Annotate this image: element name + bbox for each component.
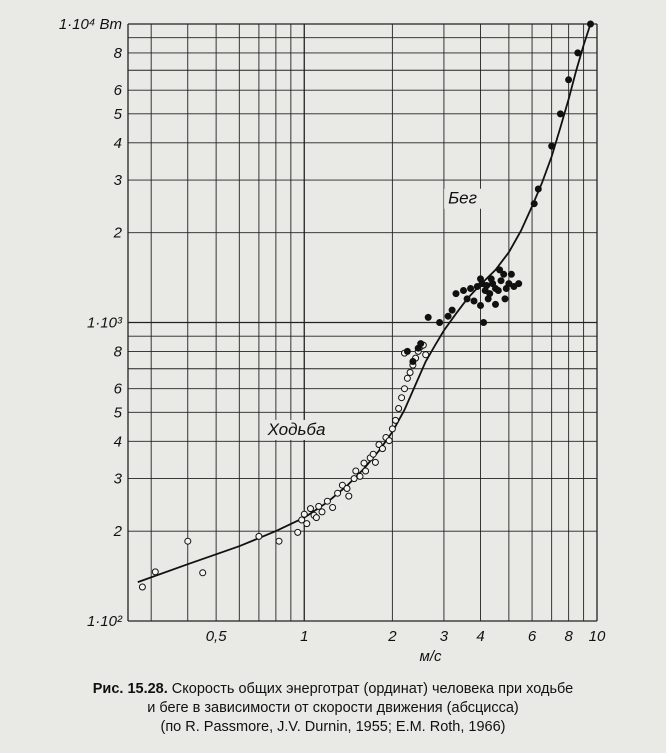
walking-point [139, 584, 145, 590]
walking-point [402, 386, 408, 392]
annotation-label: Бег [448, 188, 478, 208]
walking-point [301, 511, 307, 517]
x-tick-label: 4 [476, 628, 485, 645]
running-point [453, 291, 459, 297]
x-tick-label: 0,5 [205, 628, 227, 645]
walking-point [351, 476, 357, 482]
walking-point [396, 406, 402, 412]
running-point [484, 283, 490, 289]
running-point [493, 301, 499, 307]
walking-point [324, 498, 330, 504]
running-point [471, 298, 477, 304]
walking-point [357, 473, 363, 479]
caption-figure-label: Рис. 15.28. [92, 681, 168, 697]
running-point [481, 320, 487, 326]
running-point [502, 296, 508, 302]
running-point [468, 286, 474, 292]
running-point [566, 77, 572, 83]
y-tick-label: 2 [113, 224, 122, 242]
walking-point [353, 468, 359, 474]
running-point [445, 313, 451, 319]
running-point [461, 288, 467, 294]
y-tick-label: 6 [113, 82, 122, 100]
y-tick-label: 4 [113, 433, 122, 451]
y-tick-label: 1·10⁴ Вт [58, 16, 122, 33]
running-point [464, 296, 470, 302]
x-axis-label: м/с [419, 648, 442, 665]
running-point [437, 320, 443, 326]
running-point [410, 359, 416, 365]
y-tick-label: 8 [113, 343, 122, 361]
walking-point [407, 370, 413, 376]
caption-line-2: и беге в зависимости от скорости движения (абсцисса) [147, 700, 519, 716]
walking-point [423, 352, 429, 358]
running-point [498, 278, 504, 284]
walking-point [404, 375, 410, 381]
y-tick-label: 5 [113, 404, 122, 422]
walking-point [256, 533, 262, 539]
y-tick-label: 8 [113, 44, 122, 62]
walking-point [313, 515, 319, 521]
grid [128, 24, 597, 621]
walking-point [389, 426, 395, 432]
walking-point [393, 417, 399, 423]
running-point [508, 271, 514, 277]
walking-point [386, 438, 392, 444]
caption-line-3: (по R. Passmore, J.V. Durnin, 1955; E.M. Roth, 1966) [160, 719, 506, 735]
y-tick-label: 1·10³ [86, 314, 122, 332]
tick-labels-layer [59, 16, 606, 665]
figure-caption [20, 680, 646, 737]
walking-point [200, 570, 206, 576]
running-point [495, 288, 501, 294]
x-tick-label: 1 [300, 628, 309, 645]
running-point [531, 201, 537, 207]
walking-point [152, 569, 158, 575]
walking-point [361, 460, 367, 466]
running-point [404, 348, 410, 354]
walking-point [330, 505, 336, 511]
caption-line-1: Скорость общих энерготрат (ординат) человека при ходьбе [167, 681, 574, 697]
running-point [418, 341, 424, 347]
running-point [487, 291, 493, 297]
x-tick-label: 6 [527, 628, 537, 645]
walking-point [380, 446, 386, 452]
y-tick-label: 3 [113, 470, 122, 488]
running-point [449, 307, 455, 313]
walking-point [308, 506, 314, 512]
running-point [478, 303, 484, 309]
walking-point [276, 538, 282, 544]
walking-point [304, 521, 310, 527]
running-point [516, 281, 522, 287]
walking-point [295, 529, 301, 535]
y-tick-label: 5 [113, 105, 122, 123]
y-tick-label: 3 [113, 172, 122, 190]
data-points-layer [139, 21, 593, 590]
running-point [588, 21, 594, 27]
y-tick-label: 4 [113, 134, 122, 152]
running-point [575, 50, 581, 56]
running-point [535, 186, 541, 192]
running-point [557, 111, 563, 117]
x-tick-label: 10 [588, 628, 606, 645]
running-point [425, 314, 431, 320]
fit-curve [138, 24, 591, 582]
walking-point [370, 451, 376, 457]
annotation-label: Ходьба [267, 419, 326, 439]
fit-curve-layer [138, 24, 591, 582]
walking-point [363, 468, 369, 474]
x-tick-label: 2 [388, 628, 397, 645]
y-tick-label: 2 [113, 523, 122, 541]
y-tick-label: 1·10² [86, 613, 122, 630]
walking-point [316, 503, 322, 509]
walking-point [399, 395, 405, 401]
running-point [497, 267, 503, 273]
walking-point [319, 509, 325, 515]
walking-point [344, 486, 350, 492]
x-tick-label: 8 [564, 628, 573, 645]
running-point [549, 143, 555, 149]
walking-point [335, 490, 341, 496]
walking-point [372, 459, 378, 465]
x-tick-label: 3 [439, 628, 449, 645]
y-tick-label: 6 [113, 380, 122, 398]
walking-point [346, 493, 352, 499]
walking-point [185, 538, 191, 544]
running-point [488, 276, 494, 282]
